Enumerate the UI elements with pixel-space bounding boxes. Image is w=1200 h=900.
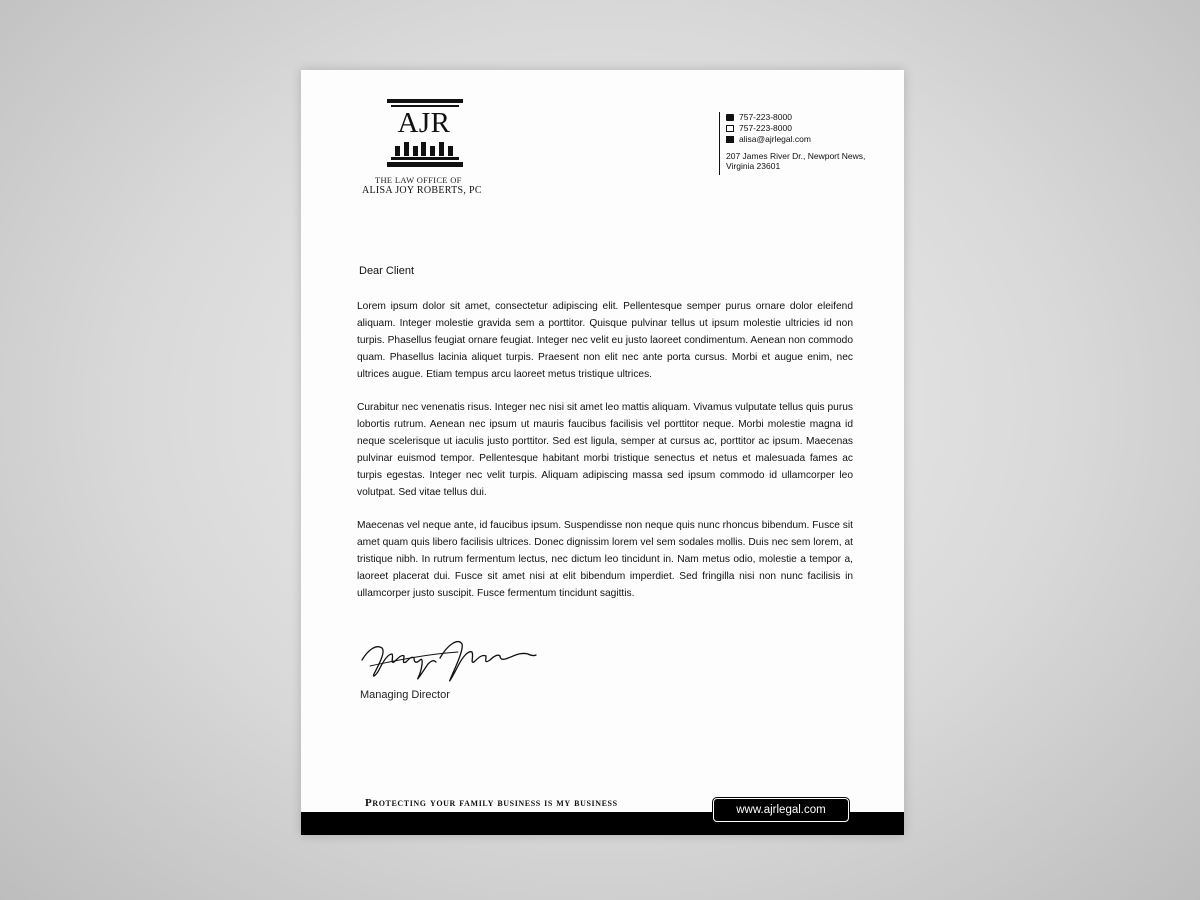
contact-phone-row xyxy=(726,112,896,123)
letter-paragraph: Maecenas vel neque ante, id faucibus ipsum. Suspendisse non neque quis nunc rhoncus bibendum. Fusce sit amet quam quis libero facilisis ultrices. Donec dignissim lorem vel sem sodales mollis. Duis nec sem lorem, at tristique nibh. In rutrum fermentum lectus, nec dictum leo tincidunt in. Nam metus odio, molestie a tempor a, laoreet placerat dui. Fusce sit amet nisi at elit bibendum imperdiet. Sed fringilla nisi non nunc facilisis in ullamcorper justo suscipit. Fusce fermentum tincidunt sagittis. xyxy=(357,520,853,599)
contact-email-row xyxy=(726,134,896,145)
contact-email: alisa@ajrlegal.com xyxy=(739,134,811,144)
letter-paragraph: Curabitur nec venenatis risus. Integer nec nisi sit amet leo mattis aliquam. Vivamus vulputate tellus quis purus lobortis rutrum. Aenean nec ipsum ut mauris faucibus facilisis vel porttitor neque. Morbi molestie magna id neque scelerisque ut iaculis justo porttitor. Sed est ligula, semper at cursus ac, porttitor ac ipsum. Maecenas pulvinar euismod tempor. Pellentesque habitant morbi tristique senectus et netus et malesuada fames ac turpis egestas. Integer nec velit turpis. Aliquam adipiscing massa sed ipsum commodo id ullamcorper leo volutpat. Sed vitae tellus dui. xyxy=(357,402,853,498)
letter-paragraph: Lorem ipsum dolor sit amet, consectetur adipiscing elit. Pellentesque semper purus ornare dolor eleifend aliquam. Integer molestie gravida sem a porttitor. Quisque pulvinar tellus ut ipsum molestie ultricies id non turpis. Phasellus feugiat ornare feugiat. Integer nec velit eu justo laoreet condimentum. Aenean non commodo quam. Phasellus lacinia aliquet turpis. Praesent non elit nec ante porta cursus. Morbi et augue enim, nec ultrices augue. Etiam tempus arcu laoreet metus tristique ultrices. xyxy=(357,301,853,380)
letterhead-page xyxy=(301,70,904,835)
handwritten-signature xyxy=(358,630,538,685)
firm-name-line2: ALISA JOY ROBERTS, PC xyxy=(362,185,482,196)
logo-base-bar xyxy=(387,162,463,167)
firm-logo xyxy=(361,99,487,199)
contact-phone: 757-223-8000 xyxy=(739,112,792,122)
contact-block xyxy=(719,112,896,175)
contact-fax-row xyxy=(726,123,896,134)
contact-address: 207 James River Dr., Newport News, Virginia 23601 xyxy=(726,151,866,171)
logo-monogram: AJR xyxy=(397,107,451,139)
phone-icon xyxy=(726,114,734,121)
contact-fax: 757-223-8000 xyxy=(739,123,792,133)
logo-base-thin-bar xyxy=(391,157,459,160)
signer-title: Managing Director xyxy=(360,689,450,701)
logo-columns xyxy=(395,142,453,156)
website-link[interactable]: www.ajrlegal.com xyxy=(713,798,849,822)
fax-icon xyxy=(726,125,734,132)
envelope-icon xyxy=(726,136,734,143)
letter-greeting: Dear Client xyxy=(359,265,415,277)
logo-top-bar xyxy=(387,99,463,103)
firm-name-line1: THE LAW OFFICE OF xyxy=(375,175,462,185)
footer-tagline: Protecting your family business is my business xyxy=(365,797,618,809)
